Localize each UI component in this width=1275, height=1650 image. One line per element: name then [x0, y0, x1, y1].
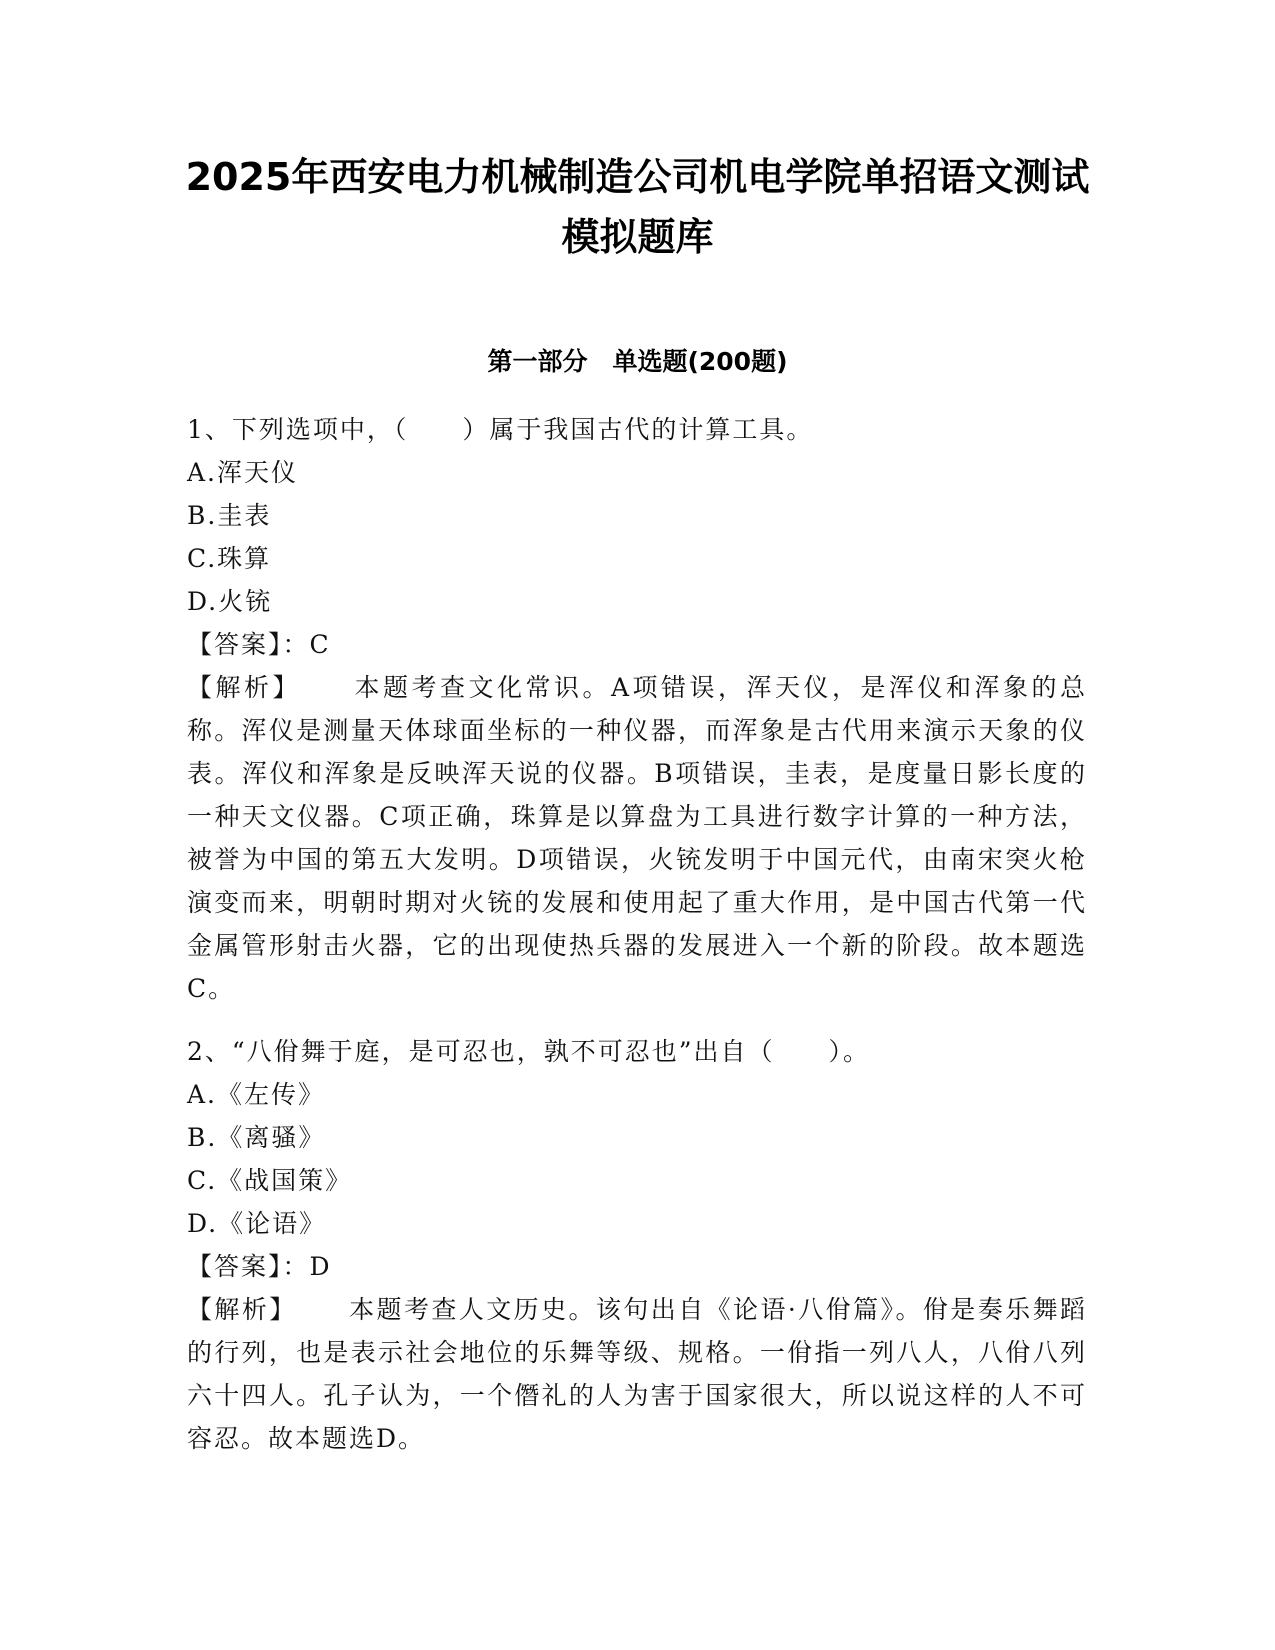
analysis-label: 【解析】 — [187, 1295, 297, 1324]
option-b: B.圭表 — [187, 501, 272, 530]
question-stem: 2、“八佾舞于庭，是可忍也，孰不可忍也”出自（ ）。 — [187, 1037, 870, 1066]
option-d: D.火铳 — [187, 587, 273, 616]
answer-label: 【答案】： — [187, 1252, 310, 1281]
question-2 — [187, 1030, 1087, 1460]
answer-line — [187, 623, 1087, 666]
question-1 — [187, 408, 1087, 1010]
option-a: A.《左传》 — [187, 1080, 326, 1109]
answer-label: 【答案】： — [187, 630, 310, 659]
answer-value: D — [309, 1252, 332, 1281]
analysis-paragraph — [187, 666, 1087, 1010]
option-c: C.《战国策》 — [187, 1166, 353, 1195]
document-title — [150, 147, 1125, 267]
answer-value: C — [309, 630, 331, 659]
option-d: D.《论语》 — [187, 1209, 327, 1238]
analysis-text: 本题考查人文历史。该句出自《论语·八佾篇》。佾是奏乐舞蹈的行列，也是表示社会地位的乐舞等级、规格。一佾指一列八人，八佾八列六十四人。孔子认为，一个僭礼的人为害于国家很大，所以说这样的人不可容忍。故本题选D。 — [187, 1295, 1087, 1453]
document-title-line-1: 2025年西安电力机械制造公司机电学院单招语文测试 — [185, 155, 1090, 199]
analysis-label: 【解析】 — [187, 673, 301, 702]
question-stem: 1、下列选项中，（ ）属于我国古代的计算工具。 — [187, 415, 814, 444]
option-a: A.浑天仪 — [187, 458, 299, 487]
analysis-paragraph — [187, 1288, 1087, 1460]
option-c: C.珠算 — [187, 544, 272, 573]
document-title-line-2: 模拟题库 — [561, 215, 714, 259]
analysis-text: 本题考查文化常识。A项错误，浑天仪，是浑仪和浑象的总称。浑仪是测量天体球面坐标的一种仪器，而浑象是古代用来演示天象的仪表。浑仪和浑象是反映浑天说的仪器。B项错误，圭表，是度量日影长度的一种天文仪器。C项正确，珠算是以算盘为工具进行数字计算的一种方法，被誉为中国的第五大发明。D项错误，火铳发明于中国元代，由南宋突火枪演变而来，明朝时期对火铳的发展和使用起了重大作用，是中国古代第一代金属管形射击火器，它的出现使热兵器的发展进入一个新的阶段。故本题选C。 — [187, 673, 1087, 1003]
option-b: B.《离骚》 — [187, 1123, 326, 1152]
answer-line — [187, 1245, 1087, 1288]
section-heading: 第一部分 单选题(200题) — [487, 347, 788, 376]
